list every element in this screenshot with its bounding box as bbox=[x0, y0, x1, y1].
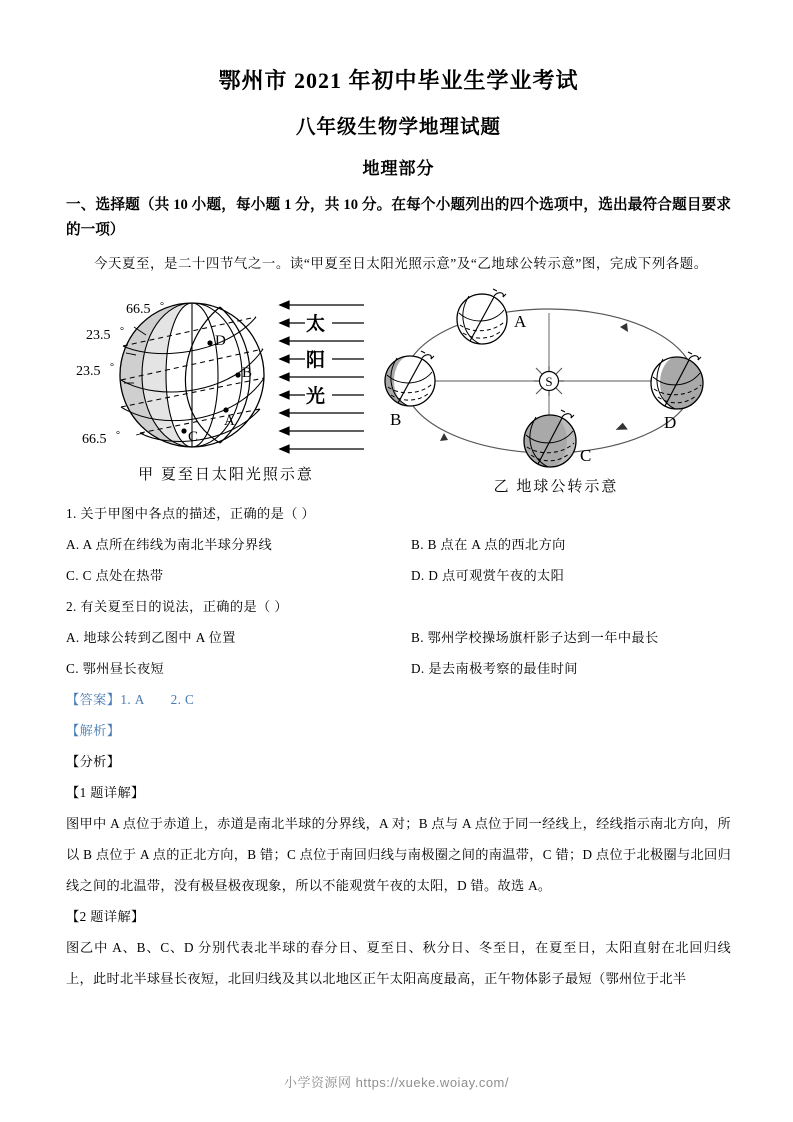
question-2-option-d[interactable]: D. 是去南极考察的最佳时间 bbox=[411, 661, 578, 676]
earth-position-c bbox=[524, 410, 591, 467]
svg-text:°: ° bbox=[110, 362, 114, 373]
point-a-dot bbox=[223, 407, 228, 412]
sun-ray-char-2: 光 bbox=[306, 386, 326, 407]
detail-1-label: 【1 题详解】 bbox=[66, 785, 145, 800]
point-d-label: D bbox=[215, 333, 226, 349]
earth-revolution-diagram bbox=[384, 283, 724, 473]
detail-1-text: 图甲中 A 点位于赤道上，赤道是南北半球的分界线，A 对；B 点与 A 点位于同一经线上，经线指示南北方向，所以 B 点位于 A 点的正北方向，B 错；C 点位于南回归线与南极圈之间的南温带，C 错；D 点位于北极圈与北回归线之间的北温带，没有极昼极夜现象，所以不能观赏午夜的太阳，D 错。故选 A。 bbox=[66, 816, 731, 893]
sun-symbol bbox=[534, 366, 564, 396]
label-antarctic-circle: 66.5 bbox=[82, 432, 107, 447]
question-2-option-a[interactable]: A. 地球公转到乙图中 A 位置 bbox=[66, 630, 236, 645]
position-c-label: C bbox=[580, 446, 592, 465]
question-2-option-c[interactable]: C. 鄂州昼长夜短 bbox=[66, 661, 165, 676]
point-b-label: B bbox=[242, 365, 253, 381]
question-1-options-row-1 bbox=[66, 529, 731, 560]
document-subtitle: 八年级生物学地理试题 bbox=[295, 117, 501, 138]
question-1-options-row-2 bbox=[66, 560, 731, 591]
document-section-title: 地理部分 bbox=[362, 159, 435, 178]
point-b-dot bbox=[235, 372, 240, 377]
point-c-label: C bbox=[188, 429, 199, 445]
figure-jia-caption: 甲 夏至日太阳光照示意 bbox=[138, 467, 314, 483]
figure-jia bbox=[74, 283, 384, 484]
question-1-body: 关于甲图中各点的描述，正确的是（ ） bbox=[80, 506, 316, 521]
explanation-label: 【解析】 bbox=[66, 723, 121, 738]
label-tropic-cancer: 23.5 bbox=[86, 328, 111, 343]
question-2-number: 2. bbox=[66, 599, 77, 614]
question-2-options-row-2 bbox=[66, 653, 731, 684]
answer-value-1: 1. A bbox=[120, 692, 145, 707]
document-title: 鄂州市 2021 年初中毕业生学业考试 bbox=[218, 68, 579, 93]
question-2-options-row-1 bbox=[66, 622, 731, 653]
question-1-option-c[interactable]: C. C 点处在热带 bbox=[66, 568, 164, 583]
sunlight-illumination-diagram bbox=[74, 283, 384, 461]
earth-position-a bbox=[457, 289, 527, 344]
figure-yi-caption: 乙 地球公转示意 bbox=[493, 479, 619, 495]
label-arctic-circle: 66.5 bbox=[126, 302, 151, 317]
answer-label: 【答案】 bbox=[66, 692, 121, 707]
point-c-dot bbox=[181, 428, 186, 433]
question-stem: 今天夏至，是二十四节气之一。读“甲夏至日太阳光照示意”及“乙地球公转示意”图，完成下列各题。 bbox=[94, 256, 708, 271]
position-d-label: D bbox=[664, 413, 677, 432]
answer-value-2: 2. C bbox=[170, 692, 195, 707]
point-d-dot bbox=[207, 340, 212, 345]
detail-2-label: 【2 题详解】 bbox=[66, 909, 145, 924]
question-2-body: 有关夏至日的说法，正确的是（ ） bbox=[80, 599, 288, 614]
question-1-number: 1. bbox=[66, 506, 77, 521]
svg-text:°: ° bbox=[120, 326, 124, 337]
position-a-label: A bbox=[514, 312, 527, 331]
question-1-option-d[interactable]: D. D 点可观赏午夜的太阳 bbox=[411, 568, 565, 583]
svg-text:°: ° bbox=[160, 301, 164, 312]
question-1-option-a[interactable]: A. A 点所在纬线为南北半球分界线 bbox=[66, 537, 273, 552]
earth-position-d bbox=[651, 352, 703, 432]
question-1-option-b[interactable]: B. B 点在 A 点的西北方向 bbox=[411, 537, 566, 552]
svg-text:°: ° bbox=[116, 430, 120, 441]
question-2-option-b[interactable]: B. 鄂州学校操场旗杆影子达到一年中最长 bbox=[411, 630, 659, 645]
figure-group bbox=[66, 283, 731, 498]
footer-watermark: 小学资源网 https://xueke.woiay.com/ bbox=[284, 1075, 509, 1090]
sun-ray-char-0: 太 bbox=[306, 314, 326, 335]
figure-yi bbox=[384, 283, 724, 496]
section-heading: 一、选择题（共 10 小题，每小题 1 分，共 10 分。在每个小题列出的四个选项中，选出最符合题目要求的一项） bbox=[66, 197, 731, 238]
answer-line bbox=[66, 684, 731, 715]
point-a-label: A bbox=[224, 413, 235, 429]
sun-ray-char-1: 阳 bbox=[306, 350, 326, 371]
earth-position-b bbox=[385, 351, 435, 429]
sun-label: S bbox=[545, 374, 553, 389]
question-1-text bbox=[66, 498, 731, 529]
label-tropic-capricorn: 23.5 bbox=[76, 364, 101, 379]
detail-2-text: 图乙中 A、B、C、D 分别代表北半球的春分日、夏至日、秋分日、冬至日，在夏至日，太阳直射在北回归线上，此时北半球昼长夜短，北回归线及其以北地区正午太阳高度最高，正午物体影子最短（鄂州位于北半 bbox=[66, 940, 731, 986]
question-2-text bbox=[66, 591, 731, 622]
analysis-label: 【分析】 bbox=[66, 754, 121, 769]
page-content bbox=[66, 0, 731, 994]
position-b-label: B bbox=[390, 410, 402, 429]
